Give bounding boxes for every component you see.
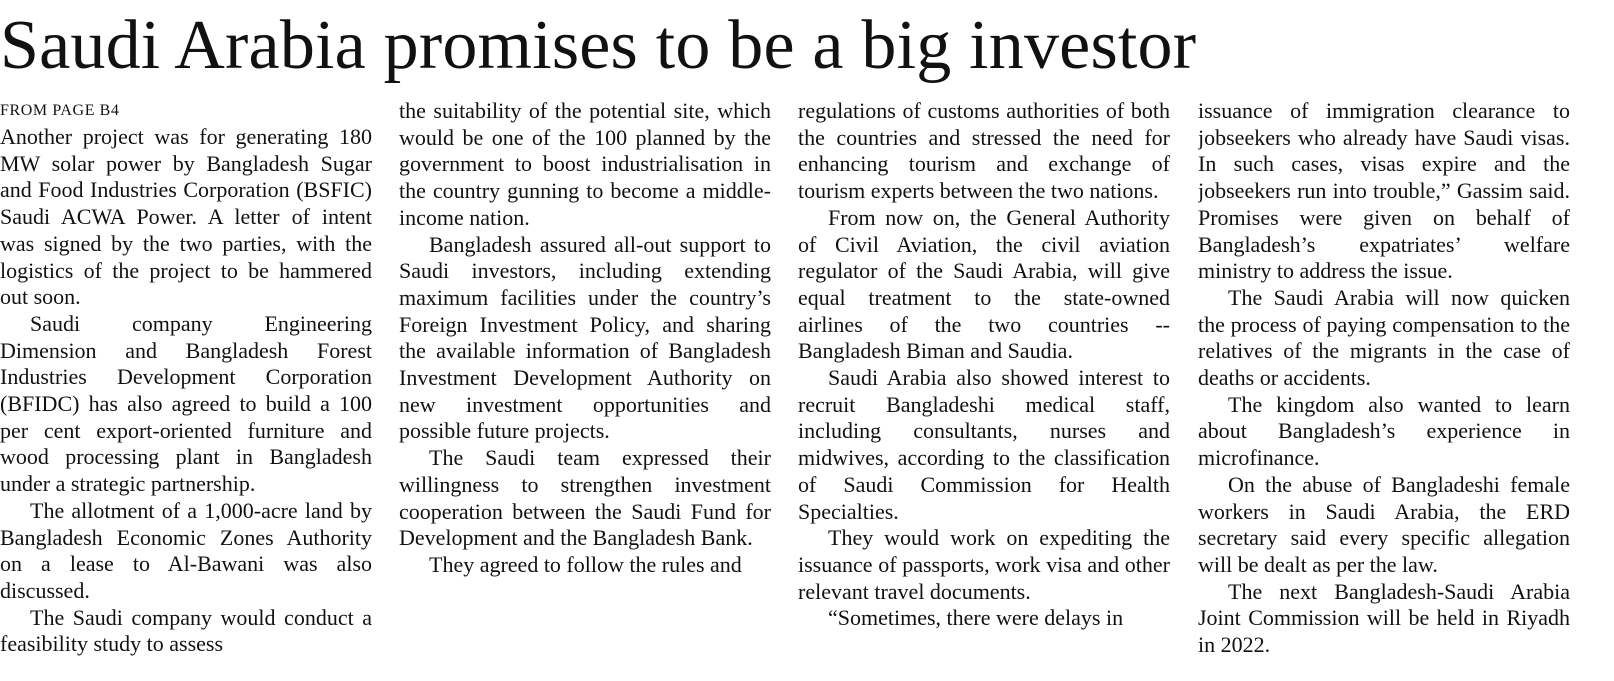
paragraph: From now on, the General Authority of Civil Aviation, the civil aviation regulator of the Saudi Arabia, will give equal treatment to the state-owned airlines of the two countries -- Bangladesh Biman and Saudia. [798,204,1170,364]
paragraph: The next Bangladesh-Saudi Arabia Joint Commission will be held in Riyadh in 2022. [1198,578,1570,658]
paragraph: The Saudi Arabia will now quicken the process of paying compensation to the relatives of the migrants in the case of deaths or accidents. [1198,284,1570,391]
paragraph: regulations of customs authorities of both the countries and stressed the need for enhancing tourism and exchange of tourism experts between the two nations. [798,98,1170,204]
paragraph: “Sometimes, there were delays in [828,605,1124,631]
paragraph: Another project was for generating 180 MW solar power by Bangladesh Sugar and Food Industries Corporation (BSFIC) Saudi ACWA Power. A letter of intent was signed by the two parties, with the logistics of the project to be hammered out soon. [0,124,372,310]
paragraph: Saudi Arabia also showed interest to recruit Bangladeshi medical staff, including consultants, nurses and midwives, according to the classification of Saudi Commission for Health Specialties. [798,365,1170,524]
paragraph: The Saudi team expressed their willingness to strengthen investment cooperation between the Saudi Fund for Development and the Bangladesh Bank. [399,445,771,551]
paragraph: They agreed to follow the rules and [429,551,742,577]
paragraph: the suitability of the potential site, which would be one of the 100 planned by the government to boost industrialisation in the country gunning to become a middle-income nation. [399,98,771,230]
paragraph: Saudi company Engineering Dimension and Bangladesh Forest Industries Development Corporation (BFIDC) has also agreed to build a 100 per cent export-oriented furniture and wood processing plant in Bangladesh under a strategic partnership. [0,310,372,497]
paragraph: On the abuse of Bangladeshi female workers in Saudi Arabia, the ERD secretary said every specific allegation will be dealt as per the law. [1198,471,1570,577]
paragraph: The Saudi company would conduct a feasibility study to assess [0,604,372,657]
paragraph: They would work on expediting the issuance of passports, work visa and other relevant travel documents. [798,525,1170,604]
column-4 [1198,98,1570,681]
paragraph: issuance of immigration clearance to jobseekers who already have Saudi visas. In such cases, visas expire and the jobseekers run into trouble,” Gassim said. Promises were given on behalf of Bangladesh’s expatriates’ welfare ministry to address the issue. [1198,98,1570,284]
column-2 [399,98,771,681]
jump-line: FROM PAGE B4 [0,102,120,119]
paragraph: The kingdom also wanted to learn about Bangladesh’s experience in microfinance. [1198,391,1570,471]
column-1 [0,98,372,681]
paragraph: Bangladesh assured all-out support to Saudi investors, including extending maximum facilities under the country’s Foreign Investment Policy, and sharing the available information of Bangladesh Investment Development Authority on new investment opportunities and possible future projects. [399,231,771,444]
headline: Saudi Arabia promises to be a big investor [0,7,1197,84]
paragraph: The allotment of a 1,000-acre land by Bangladesh Economic Zones Authority on a lease to Al-Bawani was also discussed. [0,497,372,603]
column-3 [798,98,1170,681]
article-body [0,98,1614,681]
